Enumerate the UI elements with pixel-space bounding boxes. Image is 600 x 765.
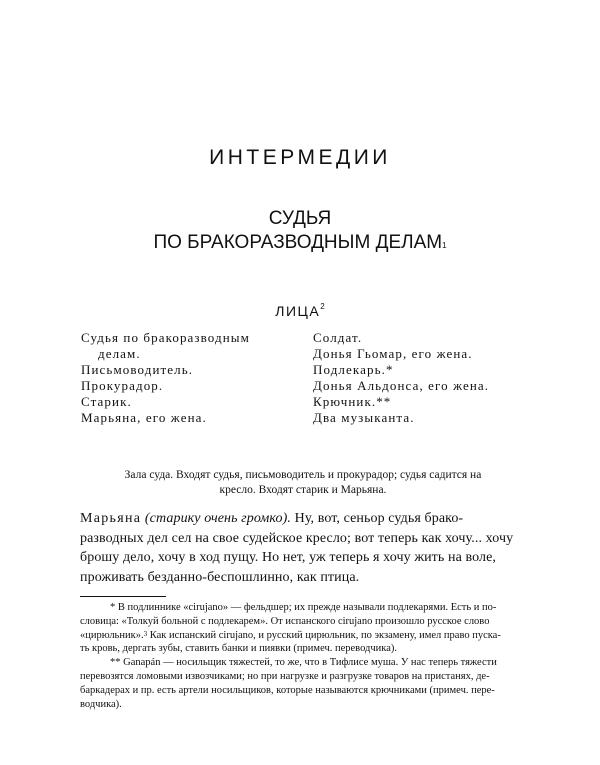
dialogue-block [80,509,526,587]
dialogue-line: брошу дело, хочу в ход пущу. Но нет, уж теперь я хочу жить на воле, [80,550,497,566]
cast-item: Прокурадор. [81,378,164,393]
footnotes [80,601,526,711]
play-title [0,207,600,255]
dialogue-line: разводных дел сел на свое судейское кресло; вот теперь как хочу... хочу [80,530,514,546]
footnote-ref-3[interactable]: 3 [143,629,148,638]
footnote-line: перевозятся ломовыми извозчиками; но при нагрузке и разгрузке товаров на пристанях, де- [80,670,490,682]
cast-heading-text: ЛИЦА [275,303,321,319]
play-title-line-2 [0,231,600,255]
play-title-line-1: СУДЬЯ [268,208,332,229]
cast-heading [0,303,600,319]
footnote-line: словица: «Толкуй больной с подлекарем». От испанского cirujano произошло русское слово [80,615,490,627]
cast-item: Марьяна, его жена. [81,410,207,425]
cast-item: Два музыканта. [313,410,415,425]
footnote-line: ** Ganapán — носильщик тяжестей, то же, что в Тифлисе муша. У нас теперь тяжести [110,657,497,669]
stage-direction-line: кресло. Входят старик и Марьяна. [219,484,387,496]
cast-item: Подлекарь.* [313,362,394,377]
cast-item: Старик. [81,394,132,409]
dialogue-text: Ну, вот, сеньор судья брако- [294,511,464,526]
cast-item: Донья Альдонса, его жена. [313,378,490,393]
footnote-text: «цирюльник». [80,629,144,641]
footnote-line: водчика). [80,698,122,710]
cast-item: Письмоводитель. [81,362,194,377]
stage-direction-line: Зала суда. Входят судья, письмоводитель и прокурадор; судья садится на [124,469,482,481]
section-title: ИНТЕРМЕДИИ [209,146,391,169]
stage-aside: (старику очень громко). [144,511,292,526]
cast-list-left [81,330,309,426]
cast-item: Крючник.** [313,394,392,409]
footnote-ref-1[interactable]: 1 [442,241,447,250]
dialogue-line: проживать безданно-беспошлинно, как птица. [80,569,360,585]
footnote-line: * В подлиннике «cirujano» — фельдшер; их прежде называли подлекарями. Есть и по- [110,602,497,613]
stage-direction [82,468,524,498]
cast-item: делам. [98,346,141,361]
speaker-name: Марьяна [80,511,142,526]
footnote-ref-2[interactable]: 2 [320,302,325,311]
footnote-divider [80,596,166,597]
cast-item: Судья по бракоразводным [81,330,250,345]
cast-item: Донья Гьомар, его жена. [313,346,473,361]
cast-list-right [313,330,523,426]
dialogue-line [80,509,526,529]
play-title-text: ПО БРАКОРАЗВОДНЫМ ДЕЛАМ [153,232,443,253]
footnote-line [80,629,526,643]
cast-item: Солдат. [313,330,363,345]
footnote-text: Как испанский cirujano, и русский цирюльник, по экзамену, имел право пуска- [147,629,501,641]
footnote-line: ть кровь, дергать зубы, ставить банки и пиявки (примеч. переводчика). [80,643,397,655]
footnote-line: баркадерах и пр. есть артели носильщиков, которые называются крючниками (примеч. пере- [80,684,495,696]
